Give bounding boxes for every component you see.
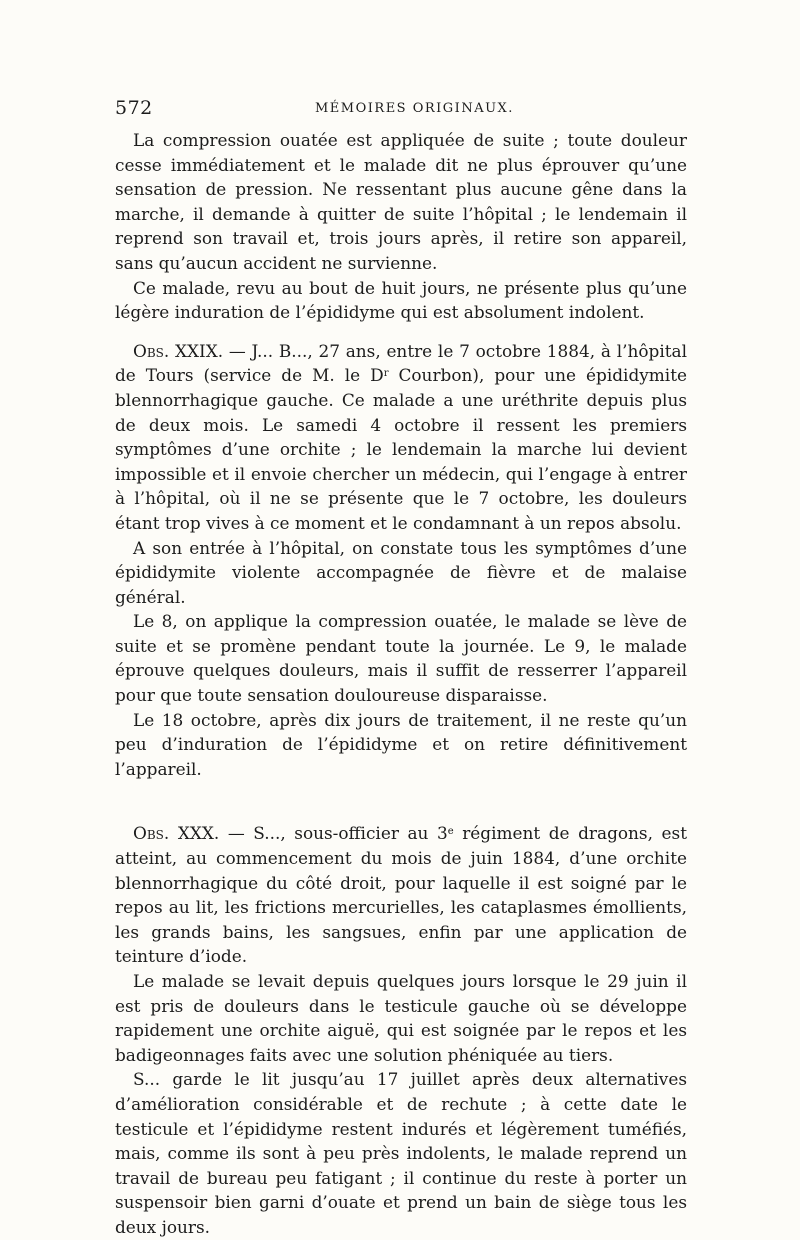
paragraph: A son entrée à l’hôpital, on constate tous les symptômes d’une épididymite violente accompagnée de fièvre et de malaise général. bbox=[115, 537, 687, 607]
observation-label: Obs. XXIX. bbox=[133, 340, 224, 361]
observation-30-paragraph bbox=[115, 821, 687, 969]
observation-label: Obs. XXX. bbox=[133, 823, 220, 844]
superscript: r bbox=[383, 368, 389, 380]
observation-text: — J... B..., 27 ans, entre le 7 octobre 1884, à l’hôpital de Tours (service de M. le D bbox=[115, 340, 687, 386]
paragraph: Ce malade, revu au bout de huit jours, ne présente plus qu’une légère induration de l’épididyme qui est absolument indolent. bbox=[115, 277, 687, 323]
spacer bbox=[115, 781, 687, 821]
running-title: MÉMOIRES ORIGINAUX. bbox=[315, 101, 514, 116]
observation-text: régiment de dragons, est atteint, au commencement du mois de juin 1884, d’une orchite blennorrhagique du côté droit, pour laquelle il est soigné par le repos au lit, les frictions mercurielles, les cataplasmes émollients, les grands bains, les sangsues, enfin par une application de teinture d’iode. bbox=[115, 823, 687, 967]
paragraph: Le 8, on applique la compression ouatée, le malade se lève de suite et se promène pendant toute la journée. Le 9, le malade éprouve quelques douleurs, mais il suffit de resserrer l’appareil pour que toute sensation douloureuse disparaisse. bbox=[115, 611, 687, 706]
paragraph: Le malade se levait depuis quelques jours lorsque le 29 juin il est pris de douleurs dans le testicule gauche où se développe rapidement une orchite aiguë, qui est soignée par le repos et les badigeonnages faits avec une solution phéniquée au tiers. bbox=[115, 971, 687, 1065]
observation-29-paragraph bbox=[115, 339, 687, 536]
paragraph: S... garde le lit jusqu’au 17 juillet après deux alternatives d’amélioration considérable et de rechute ; à cette date le testicule et l’épididyme restent indurés et légèrement tuméfiés, mais, comme ils sont à peu près indolents, le malade reprend un travail de bureau peu fatigant ; il continue du reste à porter un suspensoir bien garni d’ouate et prend un bain de siège tous les deux jours. bbox=[115, 1069, 687, 1237]
observation-text: — S..., sous-officier au 3 bbox=[219, 823, 448, 844]
page-number: 572 bbox=[115, 97, 153, 119]
page-header bbox=[115, 97, 685, 125]
body-text bbox=[115, 128, 687, 1240]
superscript: e bbox=[447, 826, 454, 838]
observation-text: Courbon), pour une épididymite blennorrhagique gauche. Ce malade a une uréthrite depuis plus de deux mois. Le samedi 4 octobre il ressent les premiers symptômes d’une orchite ; le lendemain la marche lui devient impossible et il envoie chercher un médecin, qui l’engage à entrer à l’hôpital, où il ne se présente que le 7 octobre, les douleurs étant trop vives à ce moment et le condamnant à un repos absolu. bbox=[115, 365, 687, 533]
spacer bbox=[115, 325, 687, 339]
paragraph: La compression ouatée est appliquée de suite ; toute douleur cesse immédiatement et le malade dit ne plus éprouver qu’une sensation de pression. Ne ressentant plus aucune gêne dans la marche, il demande à quitter de suite l’hôpital ; le lendemain il reprend son travail et, trois jours après, il retire son appareil, sans qu’aucun accident ne survienne. bbox=[115, 130, 687, 273]
paragraph: Le 18 octobre, après dix jours de traitement, il ne reste qu’un peu d’induration de l’épididyme et on retire définitivement l’appareil. bbox=[115, 709, 687, 779]
